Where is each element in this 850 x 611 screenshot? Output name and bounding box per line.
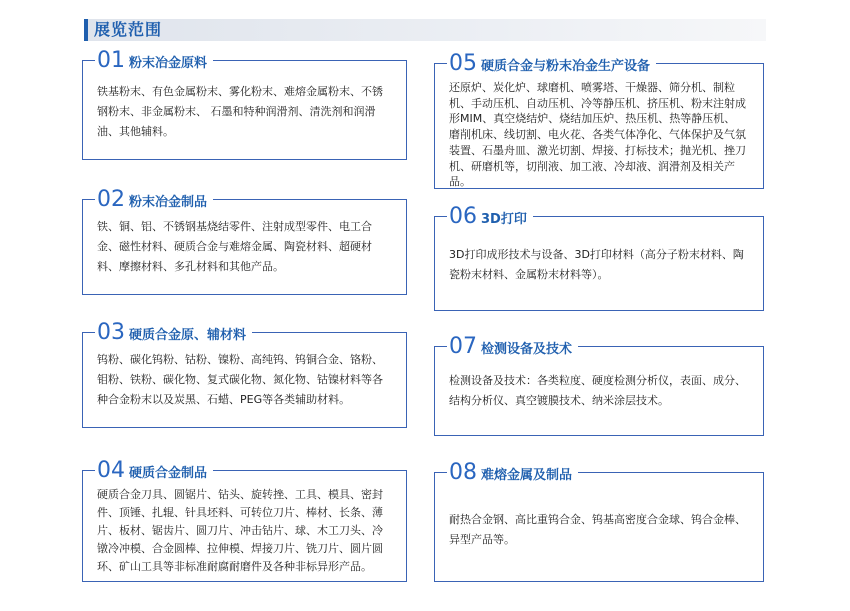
card-head (447, 51, 656, 80)
section-title-accent (84, 19, 88, 41)
card-line: 机、手动压机、自动压机、冷等静压机、挤压机、粉末注射成 (449, 96, 746, 110)
card-body (449, 510, 751, 550)
card-head (447, 460, 578, 489)
card-line: 料、摩擦材料、多孔材料和其他产品。 (97, 260, 284, 273)
card-head (95, 48, 213, 77)
card-line: 镦冷冲模、合金圆棒、拉伸模、焊接刀片、铣刀片、圆片圆 (97, 542, 383, 555)
card-line: 3D打印成形技术与设备、3D打印材料（高分子粉末材料、陶 (449, 248, 744, 261)
card-title: 硬质合金原、辅材料 (129, 328, 247, 343)
card-body (97, 217, 394, 277)
card-line: 结构分析仪、真空镀膜技术、纳米涂层技术。 (449, 394, 669, 407)
card-body (449, 371, 751, 411)
card-head (447, 334, 578, 363)
card-line: 环、矿山工具等非标准耐腐耐磨件及各种非标异形产品。 (97, 560, 372, 573)
card-head (95, 187, 213, 216)
card-line: 硬质合金刀具、圆锯片、钻头、旋转挫、工具、模具、密封 (97, 488, 383, 501)
card-head (95, 320, 252, 349)
card-line: 磨削机床、线切割、电火花、各类气体净化、气体保护及气氛 (449, 128, 746, 142)
card-line: 还原炉、炭化炉、球磨机、喷雾塔、干燥器、筛分机、制粒 (449, 81, 735, 94)
card-number: 02 (97, 187, 125, 212)
card-number: 04 (97, 458, 125, 483)
card-title: 3D打印 (481, 212, 527, 227)
card-line: 检测设备及技术：各类粒度、硬度检测分析仪，表面、成分、 (449, 374, 746, 387)
card-body (97, 486, 394, 576)
card-line: 片、板材、锯齿片、圆刀片、冲击钻片、球、木工刀头、冷 (97, 524, 383, 537)
card-body (449, 80, 751, 190)
card-line: 形MIM、真空烧结炉、烧结加压炉、热压机、热等静压机、 (449, 112, 736, 126)
card-line: 异型产品等。 (449, 533, 515, 546)
card-line: 品。 (449, 175, 471, 189)
card-title: 粉末冶金原料 (129, 56, 208, 71)
card-powder-products (82, 187, 407, 295)
card-line: 油、其他辅料。 (97, 125, 174, 138)
card-number: 01 (97, 48, 125, 73)
card-line: 钼粉、铁粉、碳化物、复式碳化物、氮化物、钴镍材料等各 (97, 373, 383, 386)
section-title: 展览范围 (94, 20, 163, 39)
card-head (447, 204, 533, 233)
card-body (97, 350, 394, 410)
card-title: 硬质合金制品 (129, 466, 208, 481)
card-line: 钨粉、碳化钨粉、钴粉、镍粉、高纯钨、钨铜合金、铬粉、 (97, 353, 383, 366)
card-title: 粉末冶金制品 (129, 195, 208, 210)
card-line: 件、顶锤、扎辊、针具坯料、可转位刀片、棒材、长条、薄 (97, 506, 383, 519)
card-number: 07 (449, 334, 477, 359)
card-title: 难熔金属及制品 (481, 468, 573, 483)
card-line: 铁、铜、铝、不锈钢基烧结零件、注射成型零件、电工合 (97, 220, 372, 233)
card-3d-printing (434, 204, 764, 311)
card-line: 铁基粉末、有色金属粉末、雾化粉末、难熔金属粉末、不锈 (97, 85, 383, 98)
card-number: 06 (449, 204, 477, 229)
card-refractory-metals (434, 460, 764, 582)
card-number: 08 (449, 460, 477, 485)
card-number: 03 (97, 320, 125, 345)
card-line: 种合金粉末以及炭黑、石蜡、PEG等各类辅助材料。 (97, 393, 351, 406)
card-carbide-materials (82, 320, 407, 428)
card-head (95, 458, 213, 487)
card-line: 装置、石墨舟皿、激光切割、焊接、打标技术；抛光机、挫刀 (449, 143, 746, 157)
card-testing-equipment (434, 334, 764, 436)
card-carbide-products (82, 458, 407, 582)
card-line: 瓷粉末材料、金属粉末材料等）。 (449, 268, 609, 281)
card-line: 机、研磨机等，切削液、加工液、冷却液、润滑剂及相关产 (449, 159, 735, 173)
card-body (449, 245, 751, 285)
card-line: 金、磁性材料、硬质合金与难熔金属、陶瓷材料、超硬材 (97, 240, 372, 253)
card-line: 耐热合金钢、高比重钨合金、钨基高密度合金球、钨合金棒、 (449, 513, 746, 526)
card-production-equipment (434, 51, 764, 189)
card-title: 检测设备及技术 (481, 342, 573, 357)
card-body (97, 82, 394, 142)
card-powder-raw-materials (82, 48, 407, 160)
card-title: 硬质合金与粉末冶金生产设备 (481, 59, 651, 74)
card-line: 钢粉末、非金属粉末、 石墨和特种润滑剂、清洗剂和润滑 (97, 105, 376, 118)
card-number: 05 (449, 51, 477, 76)
section-title-bar (84, 19, 766, 41)
